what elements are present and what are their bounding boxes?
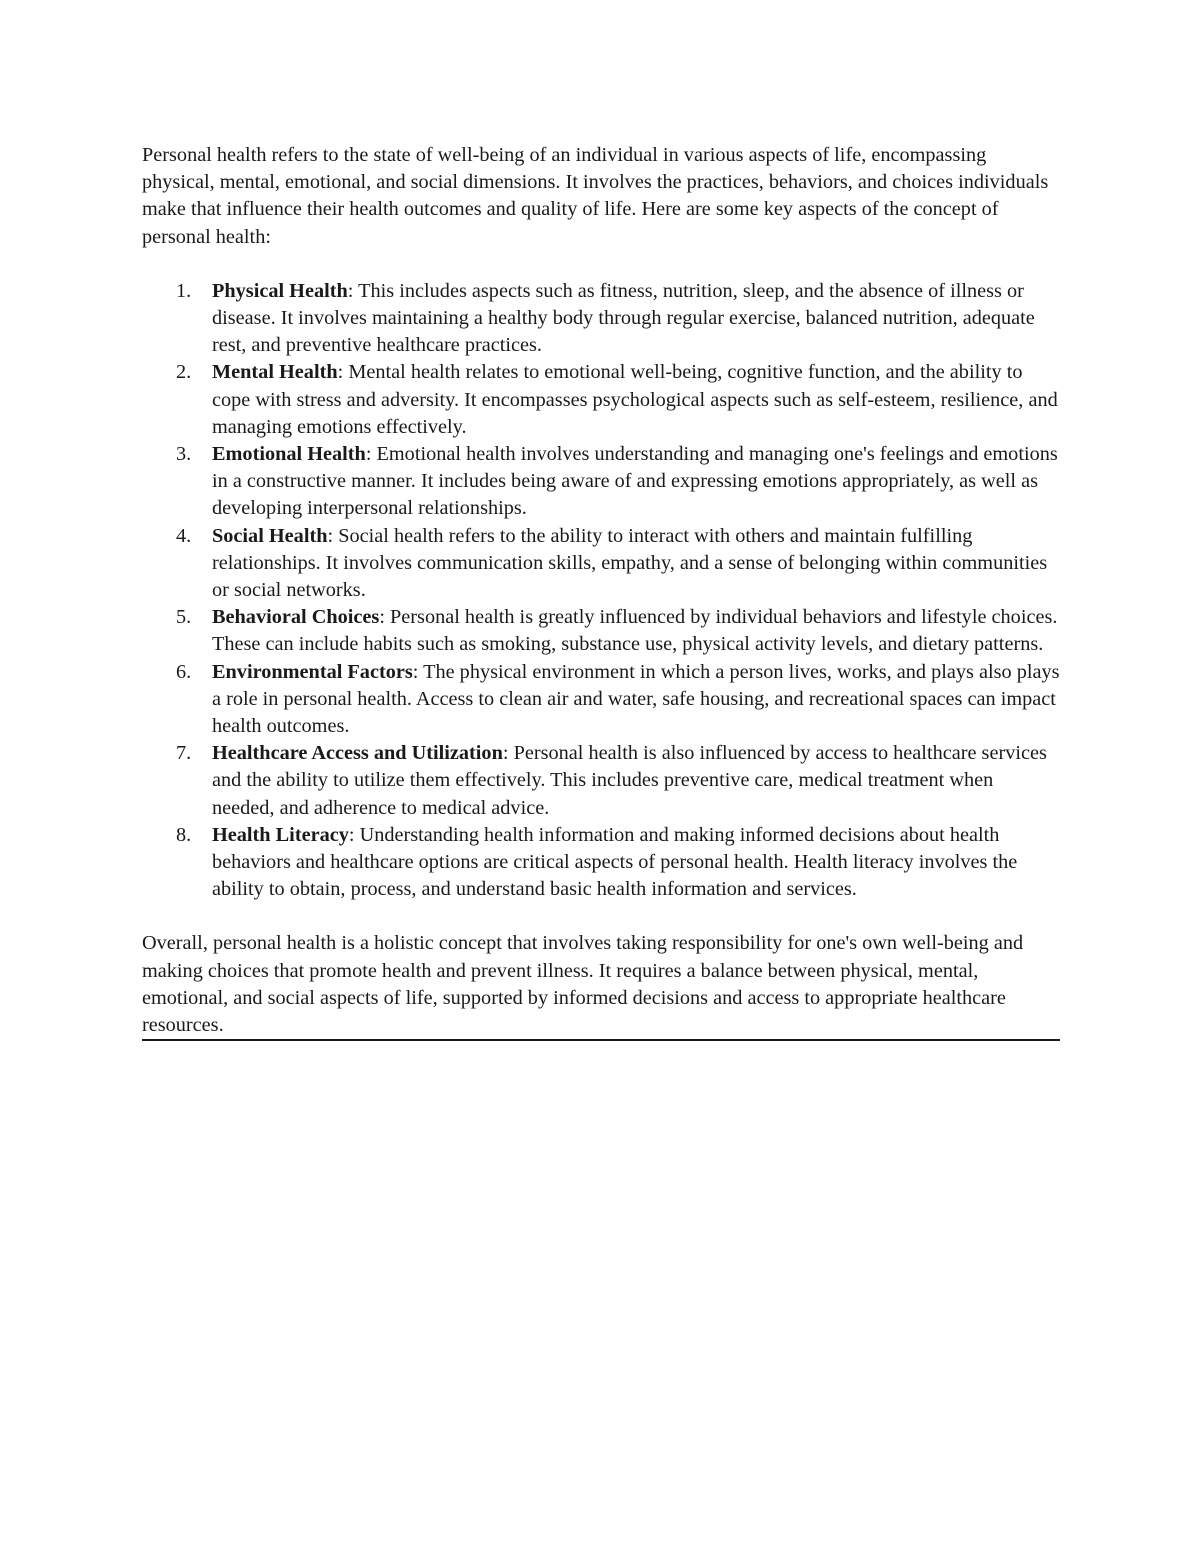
list-item-term: Physical Health [212,279,348,302]
list-item-term: Behavioral Choices [212,606,380,629]
list-item-text: : Emotional health involves understanding and managing one's feelings and emotions in a constructive manner. It includes being aware of and expressing emotions appropriately, as well as developing interpersonal relationships. [212,443,1058,520]
list-item-term: Environmental Factors [212,660,413,683]
conclusion-paragraph: Overall, personal health is a holistic concept that involves taking responsibility for one's own well-being and making choices that promote health and prevent illness. It requires a balance between physical, mental, emotional, and social aspects of life, supported by informed decisions and access to appropriate healthcare resources. [142,930,1060,1041]
list-item-number: 8. [176,823,192,846]
intro-paragraph: Personal health refers to the state of well-being of an individual in various aspects of life, encompassing physical, mental, emotional, and social dimensions. It involves the practices, behaviors, and choices individuals make that influence their health outcomes and quality of life. Here are some key aspects of the concept of personal health: [142,144,1049,248]
list-item-environmental-factors [142,659,1060,741]
list-item-text: : Mental health relates to emotional well-being, cognitive function, and the ability to cope with stress and adversity. It encompasses psychological aspects such as self-esteem, resilience, and managing emotions effectively. [212,361,1058,438]
list-item-term: Social Health [212,524,328,547]
health-aspects-list [142,278,1060,904]
document-page [142,142,1060,1041]
list-item-healthcare-access [142,740,1060,822]
list-item-physical-health [142,278,1060,360]
list-item-number: 5. [176,606,192,629]
list-item-mental-health [142,359,1060,441]
list-item-health-literacy [142,822,1060,904]
list-item-social-health [142,523,1060,605]
list-item-text: : Understanding health information and making informed decisions about health behaviors and healthcare options are critical aspects of personal health. Health literacy involves the ability to obtain, process, and understand basic health information and services. [212,823,1018,901]
list-item-term: Mental Health [212,361,338,384]
list-item-text: : Personal health is also influenced by access to healthcare services and the ability to utilize them effectively. This includes preventive care, medical treatment when needed, and adherence to medical advice. [212,742,1047,819]
list-item-text: : The physical environment in which a person lives, works, and plays also plays a role in personal health. Access to clean air and water, safe housing, and recreational spaces can impact health outcomes. [212,660,1060,738]
list-item-number: 7. [176,742,192,765]
list-item-number: 3. [176,443,192,466]
list-item-text: : Social health refers to the ability to interact with others and maintain fulfilling relationships. It involves communication skills, empathy, and a sense of belonging within communities or social networks. [212,524,1048,602]
list-item-text: : Personal health is greatly influenced by individual behaviors and lifestyle choices. These can include habits such as smoking, substance use, physical activity levels, and dietary patterns. [212,606,1058,656]
list-item-number: 2. [176,361,192,384]
list-item-number: 1. [176,279,192,302]
list-item-emotional-health [142,441,1060,523]
list-item-term: Emotional Health [212,443,366,466]
list-item-text: : This includes aspects such as fitness, nutrition, sleep, and the absence of illness or disease. It involves maintaining a healthy body through regular exercise, balanced nutrition, adequate rest, and preventive healthcare practices. [212,279,1035,357]
list-item-behavioral-choices [142,604,1060,658]
list-item-term: Healthcare Access and Utilization [212,742,503,765]
list-item-term: Health Literacy [212,823,349,846]
list-item-number: 4. [176,524,192,547]
list-item-number: 6. [176,660,192,683]
